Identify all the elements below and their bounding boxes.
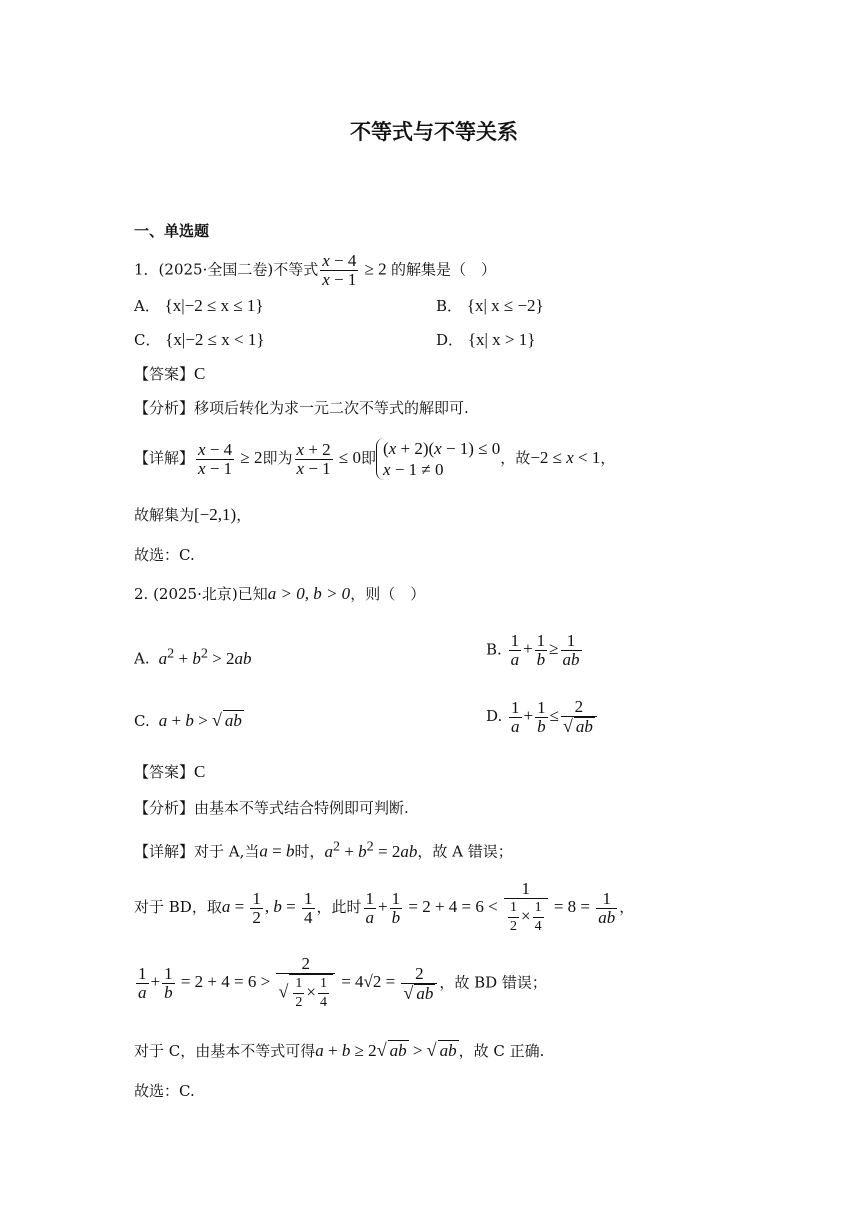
detail-a-cond: a = b — [259, 841, 295, 861]
answer-label: 【答案】 — [134, 763, 195, 781]
option-label: A. — [134, 649, 150, 668]
option-text: {x|−2 ≤ x < 1} — [165, 330, 265, 349]
q1-stem — [134, 252, 496, 289]
q2-detail-a — [134, 836, 513, 862]
detail-ji: 即 — [361, 449, 377, 467]
detail-ge-2: ≥ 2 — [236, 448, 263, 467]
detail-bd-tail: ， — [619, 897, 635, 916]
detail-a-post: ，故 A 错误； — [417, 842, 513, 861]
detail-fraction-2: $\frac{x + 2}{x - 1}$ — [296, 439, 331, 478]
q2-detail-bd — [134, 880, 634, 936]
option-text: {x| x > 1} — [467, 330, 536, 349]
detail-label: 【详解】 — [134, 449, 195, 467]
detail-a-pre: 对于 A,当 — [194, 842, 260, 861]
q2-detail-bd-2 — [134, 955, 547, 1012]
detail-bd-pre: 对于 BD，取 — [134, 897, 222, 916]
q1-stem-pre: 1．(2025·全国二卷)不等式 — [134, 260, 319, 279]
answer-value: C — [194, 364, 206, 383]
q1-solution-set — [134, 505, 251, 525]
detail-bd-values: a = $\frac{1}{2}$ , b = $\frac{1}{4}$ — [221, 888, 313, 927]
detail-label: 【详解】 — [134, 842, 195, 861]
option-label: C. — [134, 712, 150, 730]
q1-answer — [134, 364, 205, 384]
detail-tail: ， — [600, 449, 616, 467]
option-label: A． — [134, 297, 160, 315]
q2-option-c — [134, 710, 244, 731]
option-expr: a + b > √ ab — [158, 710, 242, 730]
detail-ji-wei: 即为 — [262, 449, 293, 467]
analysis-text: 由基本不等式结合特例即可判断. — [194, 799, 409, 817]
section-heading: 一、单选题 — [134, 222, 210, 240]
option-label: D． — [436, 331, 464, 349]
analysis-label: 【分析】 — [134, 399, 195, 417]
q2-stem-cond: a > 0, b > 0 — [267, 584, 351, 603]
q2-stem-pre: 2. (2025·北京)已知 — [134, 585, 268, 603]
q1-option-d — [436, 330, 535, 350]
q1-ge-2: ≥ 2 — [360, 259, 391, 279]
option-expr: $\frac{1}{a}$ + $\frac{1}{b}$ ≤ $\frac{2}{√ ab}$ — [507, 706, 599, 725]
q2-stem — [134, 584, 425, 604]
q2-option-d — [486, 698, 599, 736]
q1-analysis — [134, 398, 469, 418]
detail-fraction-1: $\frac{x - 4}{x - 1}$ — [198, 439, 233, 478]
option-label: C． — [134, 331, 161, 349]
detail-le-0: ≤ 0 — [334, 448, 361, 467]
option-label: B． — [436, 297, 463, 315]
q2-choose: 故选：C. — [134, 1082, 195, 1100]
q1-option-b — [436, 296, 544, 316]
detail-a-eq: $a^2 + b^2 = 2ab$ — [324, 838, 418, 861]
q1-detail — [134, 438, 615, 480]
detail-a-mid: 时， — [294, 842, 325, 861]
detail-bd2-expr: $\frac{1}{a}$ + $\frac{1}{b}$ = 2 + 4 = 6 > 2 √ $\frac{1}{2}$ × $\frac{1}{4}$ = 4√2 = $\frac{2}{√ ab}$ — [134, 972, 439, 991]
analysis-label: 【分析】 — [134, 799, 195, 817]
detail-bd2-post: ，故 BD 错误； — [439, 973, 547, 992]
q2-option-b — [486, 632, 584, 669]
q2-option-a — [134, 643, 251, 669]
answer-label: 【答案】 — [134, 365, 195, 383]
detail-gu: ，故 — [500, 449, 531, 467]
solution-set-post: ， — [236, 506, 252, 524]
detail-range: −2 ≤ x < 1 — [530, 448, 601, 467]
option-text: {x|−2 ≤ x ≤ 1} — [164, 296, 264, 315]
option-label: B. — [486, 640, 502, 659]
q2-answer — [134, 762, 205, 782]
detail-system: (x + 2)(x − 1) ≤ 0 x − 1 ≠ 0 — [376, 438, 500, 480]
detail-c-expr: a + b ≥ 2√ ab > √ ab — [315, 1040, 457, 1060]
detail-c-pre: 对于 C，由基本不等式可得 — [134, 1042, 316, 1060]
answer-value: C — [194, 762, 206, 781]
q1-fraction: $\frac{x - 4}{x - 1}$ — [322, 251, 357, 289]
q1-stem-post: 的解集是（ ） — [390, 260, 496, 279]
detail-c-post: ，故 C 正确. — [458, 1042, 545, 1060]
q2-stem-post: ，则（ ） — [350, 585, 426, 603]
solution-set-value: [−2,1) — [194, 505, 237, 524]
option-label: D. — [486, 706, 503, 725]
q2-detail-c — [134, 1040, 544, 1061]
option-expr: $\frac{1}{a}$ + $\frac{1}{b}$ ≥ $\frac{1}{ab}$ — [510, 631, 580, 669]
q1-option-c — [134, 330, 265, 350]
solution-set-pre: 故解集为 — [134, 506, 195, 524]
page-title: 不等式与不等关系 — [350, 120, 518, 144]
option-expr: $a^2 + b^2 > 2ab$ — [158, 645, 252, 668]
q2-analysis — [134, 798, 409, 818]
q1-choose: 故选：C. — [134, 546, 195, 564]
analysis-text: 移项后转化为求一元二次不等式的解即可. — [194, 399, 469, 417]
detail-bd-mid: ，此时 — [316, 897, 362, 916]
option-text: {x| x ≤ −2} — [466, 296, 544, 315]
detail-bd-expr: $\frac{1}{a}$ + $\frac{1}{b}$ = 2 + 4 = 6 < 1 $\frac{1}{2}$ × $\frac{1}{4}$ = 8 = $\frac{1}{ab}$ — [365, 879, 616, 934]
q1-option-a — [134, 296, 264, 316]
